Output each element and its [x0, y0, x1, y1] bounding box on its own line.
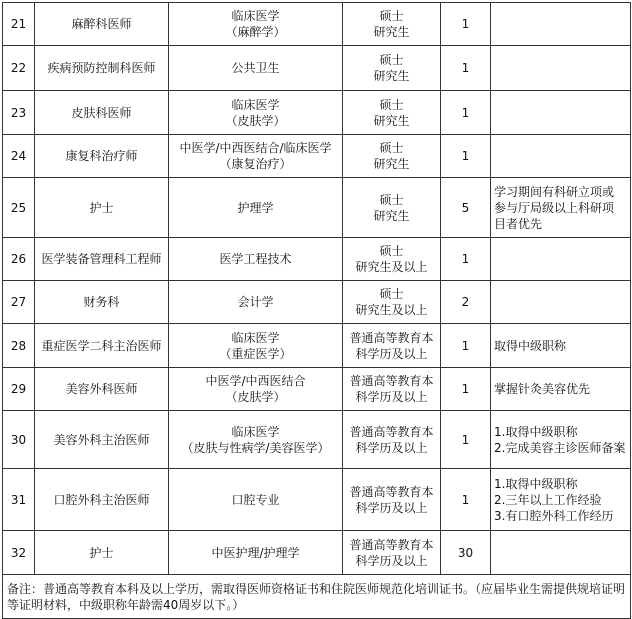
cell-line: 麻醉科医师 — [71, 17, 132, 31]
count-cell: 1 — [441, 135, 491, 178]
position-cell — [35, 135, 169, 178]
table-row — [3, 281, 631, 324]
major-cell — [169, 178, 343, 238]
cell-line: 临床医学 — [231, 9, 280, 23]
notes-cell — [491, 178, 631, 238]
cell-line: 财务科 — [83, 295, 120, 309]
cell-line: 掌握针灸美容优先 — [494, 382, 591, 396]
cell-line: 临床医学 — [231, 330, 280, 345]
major-cell — [169, 135, 343, 178]
major-cell — [169, 531, 343, 575]
position-cell — [35, 46, 169, 91]
cell-line: 研究生 — [373, 69, 410, 83]
cell-line: 美容外科医师 — [65, 382, 138, 396]
cell-line: （皮肤学） — [225, 390, 286, 404]
row-number: 31 — [3, 469, 35, 531]
notes-cell — [491, 135, 631, 178]
cell-line: 科学历及以上 — [355, 346, 428, 361]
cell-line: 普通高等教育本 — [349, 484, 434, 499]
major-cell — [169, 469, 343, 531]
row-number: 29 — [3, 368, 35, 411]
table-row — [3, 3, 631, 46]
cell-line: 护士 — [89, 545, 114, 560]
major-cell — [169, 368, 343, 411]
notes-cell — [491, 531, 631, 575]
cell-line: 普通高等教育本 — [349, 537, 434, 552]
cell-line: 护士 — [89, 200, 114, 215]
cell-line: 普通高等教育本 — [349, 424, 434, 439]
row-number: 26 — [3, 238, 35, 281]
row-number: 23 — [3, 91, 35, 135]
count-cell: 1 — [441, 469, 491, 531]
cell-line: 口腔外科主治医师 — [53, 492, 150, 507]
notes-cell — [491, 238, 631, 281]
cell-line: 硕士 — [379, 244, 404, 258]
footnote: 备注：普通高等教育本科及以上学历，需取得医师资格证书和住院医师规范化培训证书。（应届毕业生需提供规培证明等证明材料，中级职称年龄需40周岁以下。） — [3, 575, 631, 619]
row-number: 30 — [3, 411, 35, 469]
cell-line: 1.取得中级职称 — [494, 424, 578, 439]
cell-line: 研究生及以上 — [355, 303, 428, 317]
position-cell — [35, 91, 169, 135]
cell-line: 1.取得中级职称 — [494, 476, 578, 491]
position-cell — [35, 3, 169, 46]
table-row — [3, 411, 631, 469]
position-cell — [35, 469, 169, 531]
count-cell: 5 — [441, 178, 491, 238]
row-number: 24 — [3, 135, 35, 178]
cell-line: 会计学 — [237, 295, 274, 309]
notes-cell — [491, 368, 631, 411]
education-cell — [343, 281, 441, 324]
cell-line: 硕士 — [379, 192, 404, 207]
position-cell — [35, 281, 169, 324]
position-cell — [35, 531, 169, 575]
table-row — [3, 135, 631, 178]
cell-line: 研究生及以上 — [355, 260, 428, 274]
education-cell — [343, 368, 441, 411]
cell-line: 重症医学二科主治医师 — [41, 338, 162, 353]
cell-line: 目者优先 — [494, 216, 543, 231]
cell-line: 医学装备管理科工程师 — [41, 252, 162, 266]
cell-line: 研究生 — [373, 157, 410, 171]
count-cell: 30 — [441, 531, 491, 575]
count-cell: 1 — [441, 238, 491, 281]
cell-line: 硕士 — [379, 9, 404, 23]
cell-line: 中医学/中西医结合/临床医学 — [179, 141, 332, 155]
cell-line: 研究生 — [373, 113, 410, 128]
row-number: 21 — [3, 3, 35, 46]
table-row — [3, 324, 631, 368]
cell-line: 2.三年以上工作经验 — [494, 492, 602, 507]
cell-line: （皮肤学） — [225, 113, 286, 128]
cell-line: 科学历及以上 — [355, 440, 428, 455]
cell-line: 皮肤科医师 — [71, 105, 132, 120]
table-row — [3, 46, 631, 91]
education-cell — [343, 469, 441, 531]
table-row — [3, 469, 631, 531]
cell-line: 2.完成美容主诊医师备案 — [494, 440, 626, 455]
cell-line: 公共卫生 — [231, 61, 280, 75]
table-row — [3, 368, 631, 411]
cell-line: 硕士 — [379, 53, 404, 67]
position-cell — [35, 178, 169, 238]
cell-line: 医学工程技术 — [219, 252, 292, 266]
cell-line: （重症医学） — [219, 346, 292, 361]
major-cell — [169, 324, 343, 368]
footnote-row — [3, 575, 631, 619]
row-number: 25 — [3, 178, 35, 238]
position-cell — [35, 324, 169, 368]
major-cell — [169, 281, 343, 324]
count-cell: 1 — [441, 46, 491, 91]
row-number: 27 — [3, 281, 35, 324]
count-cell: 1 — [441, 3, 491, 46]
cell-line: 普通高等教育本 — [349, 330, 434, 345]
table-row — [3, 91, 631, 135]
notes-cell — [491, 324, 631, 368]
row-number: 28 — [3, 324, 35, 368]
cell-line: 科学历及以上 — [355, 390, 428, 404]
education-cell — [343, 46, 441, 91]
count-cell: 1 — [441, 324, 491, 368]
notes-cell — [491, 281, 631, 324]
cell-line: 临床医学 — [231, 97, 280, 112]
table-row — [3, 531, 631, 575]
cell-line: （麻醉学） — [225, 25, 286, 39]
recruitment-table — [2, 2, 631, 619]
cell-line: 硕士 — [379, 141, 404, 155]
major-cell — [169, 3, 343, 46]
cell-line: （康复治疗） — [219, 157, 292, 171]
major-cell — [169, 238, 343, 281]
cell-line: 学习期间有科研立项或 — [494, 184, 615, 199]
cell-line: 取得中级职称 — [494, 338, 567, 353]
education-cell — [343, 238, 441, 281]
cell-line: 临床医学 — [231, 424, 280, 439]
cell-line: 康复科治疗师 — [65, 149, 138, 163]
table-row — [3, 238, 631, 281]
cell-line: 科学历及以上 — [355, 500, 428, 515]
notes-cell — [491, 91, 631, 135]
position-cell — [35, 411, 169, 469]
notes-cell — [491, 46, 631, 91]
notes-cell — [491, 3, 631, 46]
cell-line: 硕士 — [379, 287, 404, 301]
cell-line: 疾病预防控制科医师 — [47, 61, 156, 75]
count-cell: 1 — [441, 368, 491, 411]
count-cell: 2 — [441, 281, 491, 324]
education-cell — [343, 91, 441, 135]
cell-line: 口腔专业 — [231, 492, 280, 507]
major-cell — [169, 411, 343, 469]
cell-line: 3.有口腔外科工作经历 — [494, 508, 614, 523]
row-number: 32 — [3, 531, 35, 575]
notes-cell — [491, 411, 631, 469]
cell-line: 护理学 — [237, 200, 274, 215]
education-cell — [343, 531, 441, 575]
education-cell — [343, 135, 441, 178]
position-cell — [35, 238, 169, 281]
position-cell — [35, 368, 169, 411]
row-number: 22 — [3, 46, 35, 91]
education-cell — [343, 178, 441, 238]
count-cell: 1 — [441, 91, 491, 135]
notes-cell — [491, 469, 631, 531]
cell-line: 中医护理/护理学 — [211, 545, 300, 560]
education-cell — [343, 324, 441, 368]
education-cell — [343, 3, 441, 46]
cell-line: 美容外科主治医师 — [53, 432, 150, 447]
count-cell: 1 — [441, 411, 491, 469]
cell-line: 普通高等教育本 — [349, 374, 434, 388]
cell-line: 研究生 — [373, 25, 410, 39]
table-row — [3, 178, 631, 238]
major-cell — [169, 46, 343, 91]
education-cell — [343, 411, 441, 469]
cell-line: 科学历及以上 — [355, 553, 428, 568]
cell-line: 参与厅局级以上科研项 — [494, 200, 615, 215]
cell-line: 研究生 — [373, 208, 410, 223]
major-cell — [169, 91, 343, 135]
cell-line: 中医学/中西医结合 — [205, 374, 306, 388]
cell-line: 硕士 — [379, 97, 404, 112]
cell-line: （皮肤与性病学/美容医学） — [181, 440, 330, 455]
